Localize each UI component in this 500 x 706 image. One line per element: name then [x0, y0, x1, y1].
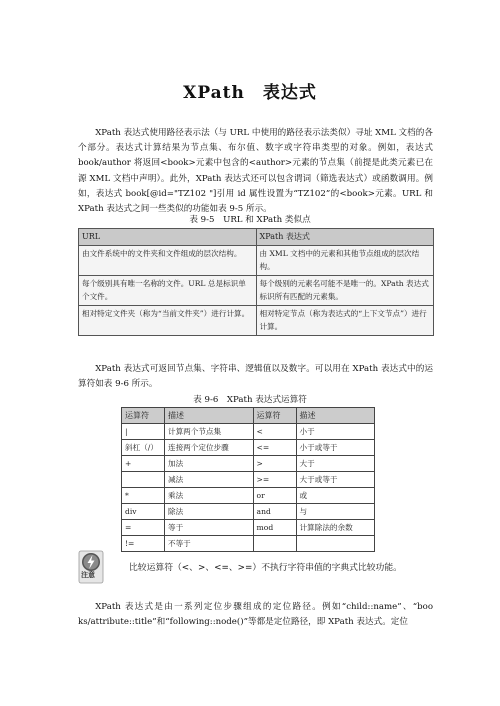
page-title: XPath 表达式 — [183, 83, 317, 103]
table-cell: 小于 — [296, 424, 374, 440]
table-cell: 斜杠（/） — [122, 440, 165, 456]
table-cell: * — [122, 488, 165, 504]
table-cell: 相对特定节点（称为表达式的“上下文节点”）进行计算。 — [256, 305, 434, 335]
table-cell: + — [122, 456, 165, 472]
table-row — [122, 424, 375, 440]
table-cell: 与 — [296, 504, 374, 520]
table-cell: and — [253, 504, 296, 520]
intro-paragraph: XPath 表达式使用路径表示法（与 URL 中使用的路径表示法类似）寻址 XML 文档的各个部分。表达式计算结果为节点集、布尔值、数字或字符串类型的对象。例如，表达式 book/author 将返回<book>元素中包含的<author>元素的节点集（前提是此类元素已在源 XML 文档中声明）。此外，XPath 表达式还可以包含谓词（筛选表达式）或函数调用。例如，表达式 book[@id="TZ102 "]引用 id 属性设置为“TZ102”的<book>元素。URL 和 XPath 表达式之间一些类似的功能如表 9-5 所示。 — [78, 128, 433, 215]
table-cell: = — [122, 520, 165, 536]
table-cell: 计算除法的余数 — [296, 520, 374, 536]
url-xpath-comparison-table — [78, 228, 434, 336]
table-9-5-caption: 表 9-5 URL 和 XPath 类似点 — [189, 215, 311, 225]
table-row — [122, 520, 375, 536]
table-cell — [122, 472, 165, 488]
table-row — [79, 245, 434, 275]
table-cell: >= — [253, 472, 296, 488]
table-cell: 乘法 — [165, 488, 254, 504]
table-cell: 等于 — [165, 520, 254, 536]
table-cell: 由 XML 文档中的元素和其他节点组成的层次结构。 — [256, 245, 434, 275]
table-cell: > — [253, 456, 296, 472]
table-cell: or — [253, 488, 296, 504]
table-cell: | — [122, 424, 165, 440]
table-cell: 除法 — [165, 504, 254, 520]
closing-paragraph: XPath 表达式是由一系列定位步骤组成的定位路径。例如“child::name”、“boo ks/attribute::title”和“following::node()”等都是定位路径，即 XPath 表达式。定位 — [78, 602, 433, 628]
table-cell: div — [122, 504, 165, 520]
table-cell: 大于或等于 — [296, 472, 374, 488]
table-row — [79, 305, 434, 335]
table-header-cell: 描述 — [165, 408, 254, 424]
table-cell: 每个级别具有唯一名称的文件。URL 总是标识单个文件。 — [79, 275, 257, 305]
table-header-cell: 描述 — [296, 408, 374, 424]
table-header-cell: 运算符 — [122, 408, 165, 424]
table-cell: 减法 — [165, 472, 254, 488]
operators-paragraph: XPath 表达式可返回节点集、字符串、逻辑值以及数字。可以用在 XPath 表达式中的运算符如表 9-6 所示。 — [78, 364, 433, 390]
table-9-6-caption: 表 9-6 XPath 表达式运算符 — [193, 395, 307, 405]
table-cell: 由文件系统中的文件夹和文件组成的层次结构。 — [79, 245, 257, 275]
table-cell: mod — [253, 520, 296, 536]
table-cell: != — [122, 536, 165, 552]
table-row — [122, 488, 375, 504]
table-row — [122, 472, 375, 488]
note-label: 注意 — [81, 571, 95, 579]
table-row — [122, 440, 375, 456]
table-header-cell: URL — [79, 229, 257, 246]
table-row — [79, 275, 434, 305]
note-callout — [78, 544, 438, 590]
table-cell: 大于 — [296, 456, 374, 472]
table-row — [122, 504, 375, 520]
table-header-cell: 运算符 — [253, 408, 296, 424]
table-cell: 小于或等于 — [296, 440, 374, 456]
table-cell: 或 — [296, 488, 374, 504]
table-cell: 每个级别的元素名可能不是唯一的。XPath 表达式标识所有匹配的元素集。 — [256, 275, 434, 305]
table-cell: 连接两个定位步骤 — [165, 440, 254, 456]
table-cell: < — [253, 424, 296, 440]
note-text: 比较运算符（<、>、<=、>=）不执行字符串值的字典式比较功能。 — [129, 563, 402, 573]
table-cell: 加法 — [165, 456, 254, 472]
table-cell: <= — [253, 440, 296, 456]
table-cell: 不等于 — [165, 536, 254, 552]
xpath-operators-table — [121, 407, 375, 552]
table-cell: 相对特定文件夹（称为“当前文件夹”）进行计算。 — [79, 305, 257, 335]
table-header-cell: XPath 表达式 — [256, 229, 434, 246]
table-row — [122, 456, 375, 472]
table-cell: 计算两个节点集 — [165, 424, 254, 440]
